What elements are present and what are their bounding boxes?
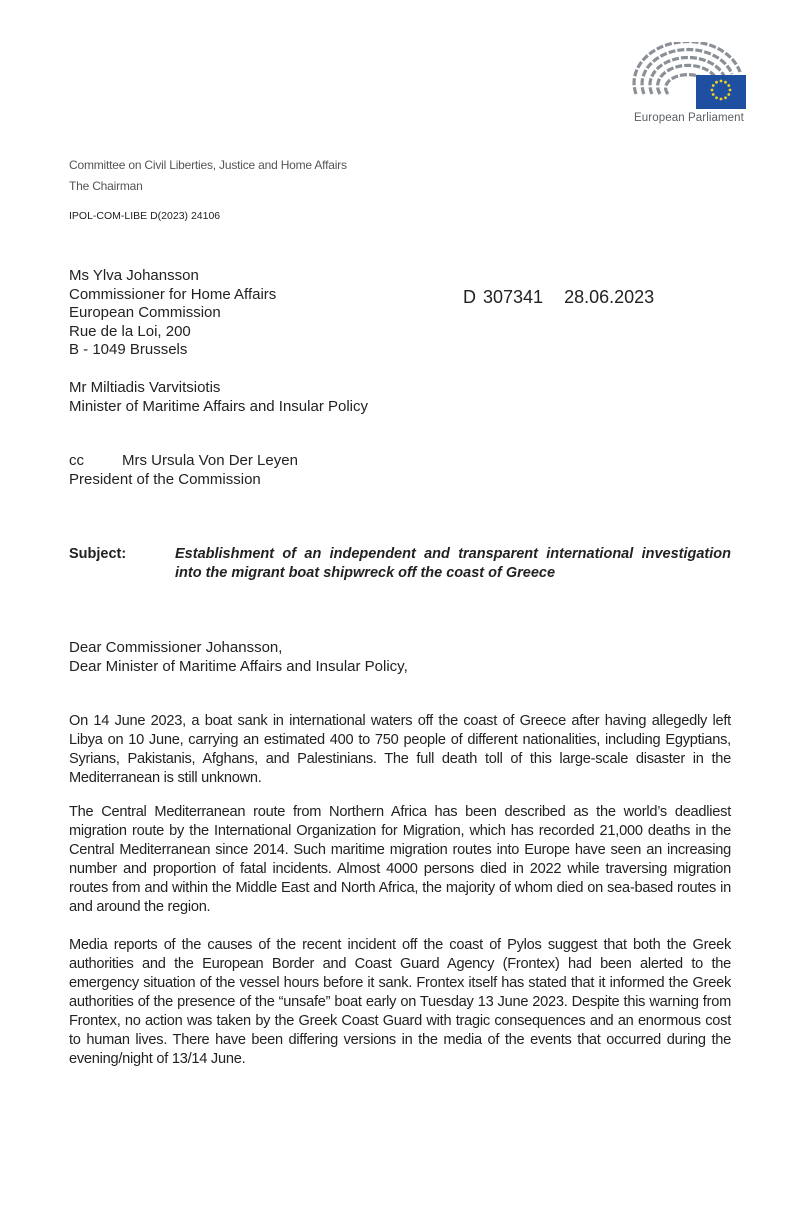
address-line: Mr Miltiadis Varvitsiotis [69,379,221,396]
secondary-recipient [69,379,368,416]
cc-title: President of the Commission [69,470,261,488]
committee-name: Committee on Civil Liberties, Justice and Home Affairs [69,158,347,172]
cc-block [69,452,298,489]
subject-text: Establishment of an independent and transparent international investigation into the migrant boat shipwreck off the coast of Greece [175,546,731,581]
sender-role: The Chairman [69,179,143,193]
subject-block [69,545,731,583]
hemicycle-eu-flag-icon [628,42,750,112]
logo-caption: European Parliament [634,112,744,124]
address-line: Rue de la Loi, 200 [69,322,191,340]
address-line: Commissioner for Home Affairs [69,285,277,303]
salutation [69,639,408,676]
salutation-line: Dear Commissioner Johansson, [69,639,283,656]
sender-block [69,155,347,197]
subject-label: Subject: [69,546,127,562]
reference-number: IPOL-COM-LIBE D(2023) 24106 [69,210,221,222]
cc-label: cc [69,452,84,469]
body-paragraph: The Central Mediterranean route from Northern Africa has been described as the world’s deadliest migration route by the International Organization for Migration, which has recorded 21,000 deaths in the Central Mediterranean since 2014. Such maritime migration routes into Europe have seen an increasing number and proportion of fatal incidents. Almost 4000 persons died in 2022 while traversing migration routes from and within the Middle East and North Africa, the majority of whom died on sea-based routes in and around the region. [69,804,731,915]
cc-name: Mrs Ursula Von Der Leyen [122,452,298,469]
salutation-line: Dear Minister of Maritime Affairs and Insular Policy, [69,657,408,675]
document-date: 28.06.2023 [564,287,655,307]
address-line: Ms Ylva Johansson [69,267,199,284]
body-paragraph: On 14 June 2023, a boat sank in international waters off the coast of Greece after having allegedly left Libya on 10 June, carrying an estimated 400 to 750 people of different nationalities, including Egyptians, Syrians, Pakistanis, Afghans, and Palestinians. The full death toll of this large-scale disaster in the Mediterranean is still unknown. [69,713,731,786]
address-line: European Commission [69,304,221,321]
european-parliament-logo [628,42,750,132]
body-paragraph: Media reports of the causes of the recent incident off the coast of Pylos suggest that both the Greek authorities and the European Border and Coast Guard Agency (Frontex) had been alerted to the emergency situation of the vessel hours before it sank. Frontex itself has stated that it informed the Greek authorities of the presence of the “unsafe” boat early on Tuesday 13 June 2023. Despite this warning from Frontex, no action was taken by the Greek Coast Guard with tragic consequences and an enormous cost to human lives. There have been differing versions in the media of the events that occurred during the evening/night of 13/14 June. [69,937,731,1067]
document-number-stamp [463,287,654,308]
address-line: Minister of Maritime Affairs and Insular Policy [69,397,368,415]
recipient-address [69,267,276,360]
document-number: D 307341 [463,287,544,307]
address-line: B - 1049 Brussels [69,341,188,358]
